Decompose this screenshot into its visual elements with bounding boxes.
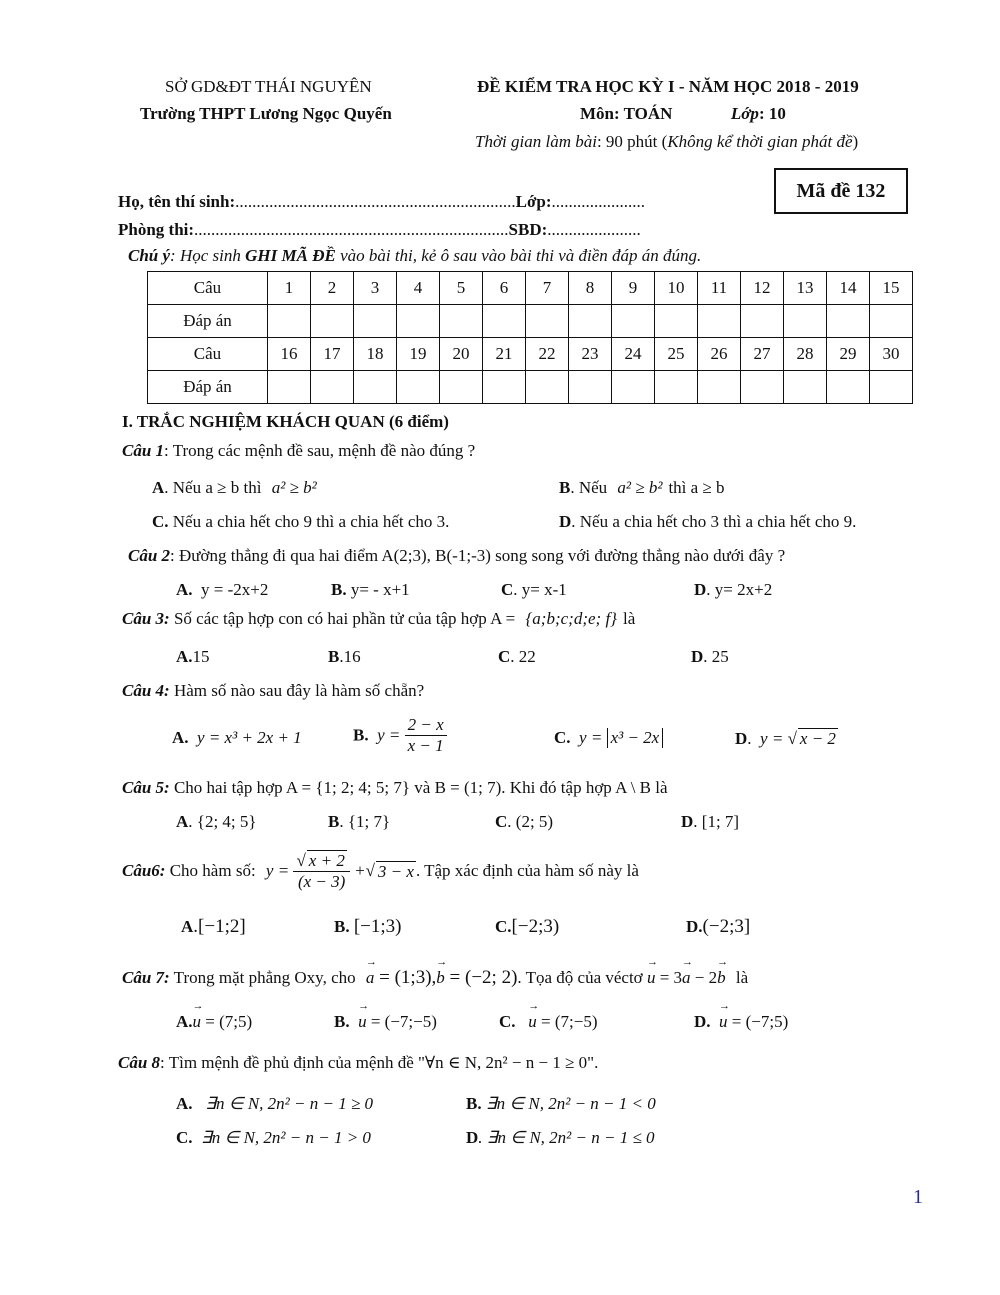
q7-option-d: D. → u = (−7;5) (694, 1012, 788, 1032)
note-text-b: GHI MÃ ĐỀ (245, 246, 336, 265)
answer-cell[interactable] (354, 371, 397, 404)
answer-table (147, 271, 913, 404)
question-1 (122, 441, 475, 461)
answer-cell[interactable] (569, 371, 612, 404)
answer-cell[interactable] (526, 305, 569, 338)
time-line (475, 132, 858, 152)
table-cell: 17 (311, 338, 354, 371)
table-cell: 27 (741, 338, 784, 371)
table-row (148, 371, 913, 404)
table-cell: 16 (268, 338, 311, 371)
table-row (148, 305, 913, 338)
answer-cell[interactable] (311, 305, 354, 338)
table-row (148, 338, 913, 371)
table-cell: 6 (483, 272, 526, 305)
name-dots: .................................................................. (235, 192, 516, 211)
answer-cell[interactable] (268, 305, 311, 338)
q2-option-b: B. y= - x+1 (331, 580, 410, 599)
q6-option-c: C.[−2;3) (495, 916, 560, 937)
q4-option-c: C. y = x³ − 2x (554, 728, 663, 748)
q1-option-c: C. Nếu a chia hết cho 9 thì a chia hết cho 3. (152, 512, 450, 531)
table-cell: 7 (526, 272, 569, 305)
answer-cell[interactable] (268, 371, 311, 404)
class-dots: ...................... (551, 192, 646, 211)
answer-cell[interactable] (698, 371, 741, 404)
answer-cell[interactable] (311, 371, 354, 404)
exam-code-box: Mã đề 132 (774, 168, 908, 214)
answer-cell[interactable] (784, 305, 827, 338)
table-cell: 20 (440, 338, 483, 371)
room-dots: .......................................................................... (194, 220, 509, 239)
answer-cell[interactable] (569, 305, 612, 338)
question-header: Câu (148, 272, 268, 305)
class-label: Lớp: (515, 192, 552, 211)
note-line (128, 246, 701, 266)
table-cell: 26 (698, 338, 741, 371)
name-label: Họ, tên thí sinh: (118, 192, 236, 211)
table-cell: 18 (354, 338, 397, 371)
note-text-c: vào bài thi, kẻ ô sau vào bài thi và điền đáp án đúng. (335, 246, 702, 265)
answer-header: Đáp án (148, 305, 268, 338)
q8-option-b: B. ∃n ∈ N, 2n² − n − 1 < 0 (466, 1094, 656, 1113)
q4-option-d: D. y = √ x − 2 (735, 729, 836, 748)
department-name: SỞ GD&ĐT THÁI NGUYÊN (165, 77, 372, 96)
subject-line (580, 104, 786, 124)
time-prefix: Thời gian làm bài (475, 132, 597, 151)
room-line (118, 220, 641, 240)
table-row (148, 272, 913, 305)
q1-label: Câu 1 (122, 441, 165, 460)
table-cell: 29 (827, 338, 870, 371)
question-6: Câu6: Cho hàm số: y = $\frac{√ x + 2}{(x - 3)}$ +√ 3 − x . Tập xác định của hàm số này là (122, 851, 639, 891)
answer-cell[interactable] (698, 305, 741, 338)
answer-cell[interactable] (870, 305, 913, 338)
question-7: Câu 7: Trong mặt phẳng Oxy, cho → a = (1;3),→ b = (−2; 2). Tọa độ của véctơ → u = 3→ a − 2→ b là (122, 967, 748, 989)
q3-option-d: D. 25 (691, 647, 729, 666)
q7-option-b: B. → u = (−7;−5) (334, 1012, 437, 1032)
answer-cell[interactable] (870, 371, 913, 404)
q8-option-a: A. ∃n ∈ N, 2n² − n − 1 ≥ 0 (176, 1094, 374, 1113)
table-cell: 13 (784, 272, 827, 305)
answer-header: Đáp án (148, 371, 268, 404)
q2-option-a: A. y = -2x+2 (176, 580, 269, 599)
answer-cell[interactable] (741, 305, 784, 338)
table-cell: 15 (870, 272, 913, 305)
grade-label: Lớp (730, 104, 759, 123)
q5-option-b: B. {1; 7} (328, 812, 391, 831)
answer-cell[interactable] (827, 305, 870, 338)
grade-value: : 10 (758, 104, 786, 123)
table-cell: 30 (870, 338, 913, 371)
table-cell: 9 (612, 272, 655, 305)
table-cell: 5 (440, 272, 483, 305)
answer-cell[interactable] (526, 371, 569, 404)
table-cell: 21 (483, 338, 526, 371)
table-cell: 3 (354, 272, 397, 305)
answer-cell[interactable] (784, 371, 827, 404)
exam-title: ĐỀ KIỂM TRA HỌC KỲ I - NĂM HỌC 2018 - 2019 (477, 77, 859, 96)
answer-cell[interactable] (440, 371, 483, 404)
q4-option-b: B. y = $\frac{2 - x}{x - 1}$ (353, 715, 447, 756)
school-name: Trường THPT Lương Ngọc Quyến (140, 104, 392, 123)
question-8: Câu 8: Tìm mệnh đề phủ định của mệnh đề "∀n ∈ N, 2n² − n − 1 ≥ 0". (118, 1053, 599, 1072)
note-label: Chú ý (128, 246, 171, 265)
table-cell: 24 (612, 338, 655, 371)
q3-option-c: C. 22 (498, 647, 536, 666)
answer-cell[interactable] (354, 305, 397, 338)
question-3: Câu 3: Số các tập hợp con có hai phần tử của tập hợp A = {a;b;c;d;e; f} là (122, 609, 636, 628)
section-title: I. TRẮC NGHIỆM KHÁCH QUAN (6 điểm) (122, 412, 449, 431)
student-name-line (118, 192, 645, 212)
answer-cell[interactable] (483, 305, 526, 338)
q4-fraction: $\frac{2 - x}{x - 1}$ (405, 715, 447, 756)
table-cell: 8 (569, 272, 612, 305)
q1-option-b: B. Nếu a² ≥ b² thì a ≥ b (559, 478, 725, 497)
q6-option-b: B. [−1;3) (334, 916, 402, 937)
time-close: ) (852, 132, 859, 151)
time-note: Không kể thời gian phát đề (667, 132, 853, 151)
q8-option-d: D. ∃n ∈ N, 2n² − n − 1 ≤ 0 (466, 1128, 655, 1147)
question-5: Câu 5: Cho hai tập hợp A = {1; 2; 4; 5; 7} và B = (1; 7). Khi đó tập hợp A \ B là (122, 778, 668, 797)
q3-option-a: A.15 (176, 647, 210, 666)
q1-option-a: A. Nếu a ≥ b thì a² ≥ b² (152, 478, 317, 497)
table-cell: 4 (397, 272, 440, 305)
answer-cell[interactable] (483, 371, 526, 404)
q4-option-a: A. y = x³ + 2x + 1 (172, 728, 302, 747)
sbd-label: SBD: (508, 220, 548, 239)
table-cell: 28 (784, 338, 827, 371)
q5-option-d: D. [1; 7] (681, 812, 740, 831)
table-cell: 1 (268, 272, 311, 305)
answer-cell[interactable] (440, 305, 483, 338)
question-header: Câu (148, 338, 268, 371)
answer-cell[interactable] (397, 305, 440, 338)
time-value: : 90 phút ( (596, 132, 668, 151)
page-number: 1 (913, 1186, 923, 1208)
table-cell: 10 (655, 272, 698, 305)
table-cell: 19 (397, 338, 440, 371)
q8-option-c: C. ∃n ∈ N, 2n² − n − 1 > 0 (176, 1128, 371, 1147)
q3-option-b: B.16 (328, 647, 361, 666)
q5-option-a: A. {2; 4; 5} (176, 812, 257, 831)
table-cell: 12 (741, 272, 784, 305)
q5-option-c: C. (2; 5) (495, 812, 554, 831)
answer-cell[interactable] (612, 305, 655, 338)
answer-cell[interactable] (655, 371, 698, 404)
note-text-a: : Học sinh (170, 246, 246, 265)
answer-cell[interactable] (827, 371, 870, 404)
table-cell: 2 (311, 272, 354, 305)
q1-text: : Trong các mệnh đề sau, mệnh đề nào đúng ? (164, 441, 476, 460)
table-cell: 25 (655, 338, 698, 371)
answer-cell[interactable] (741, 371, 784, 404)
room-label: Phòng thi: (118, 220, 195, 239)
table-cell: 11 (698, 272, 741, 305)
q6-fraction: $\frac{√ x + 2}{(x - 3)}$ (293, 850, 349, 892)
subject-label: Môn: TOÁN (580, 104, 673, 123)
table-cell: 23 (569, 338, 612, 371)
q6-option-d: D.(−2;3] (686, 916, 751, 937)
sbd-dots: ...................... (547, 220, 641, 239)
answer-cell[interactable] (612, 371, 655, 404)
answer-cell[interactable] (397, 371, 440, 404)
question-2: Câu 2: Đường thẳng đi qua hai điểm A(2;3), B(-1;-3) song song với đường thẳng nào dưới đây ? (128, 546, 786, 565)
q2-option-c: C. y= x-1 (501, 580, 567, 599)
question-4: Câu 4: Hàm số nào sau đây là hàm số chẵn? (122, 681, 425, 700)
q1-option-d: D. Nếu a chia hết cho 3 thì a chia hết cho 9. (559, 512, 857, 531)
table-cell: 14 (827, 272, 870, 305)
q2-option-d: D. y= 2x+2 (694, 580, 773, 599)
answer-cell[interactable] (655, 305, 698, 338)
q6-option-a: A.[−1;2] (181, 916, 246, 937)
q7-option-c: C. → u = (7;−5) (499, 1012, 598, 1032)
q7-option-a: A.→ u = (7;5) (176, 1012, 252, 1032)
table-cell: 22 (526, 338, 569, 371)
